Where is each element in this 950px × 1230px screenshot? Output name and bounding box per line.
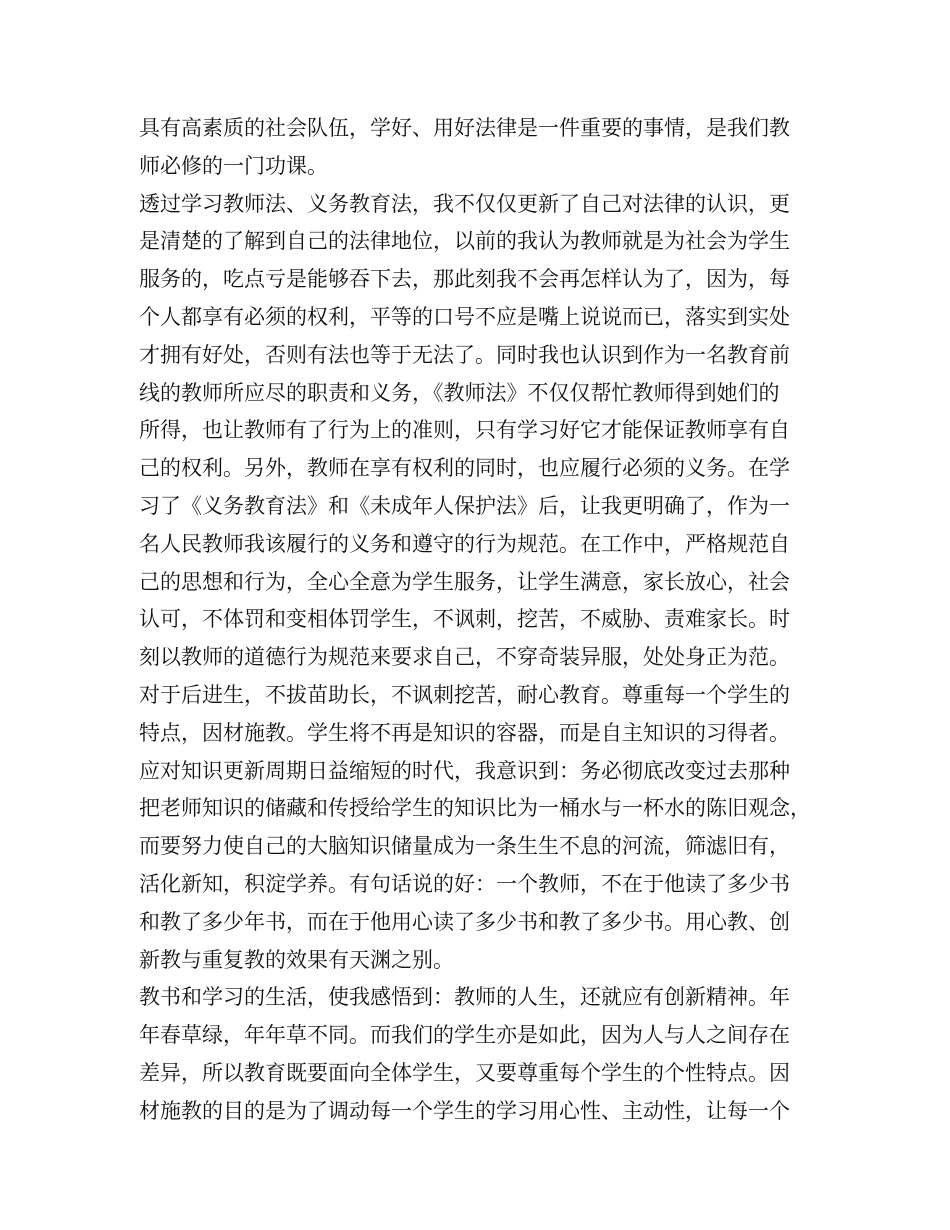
text-line: 己的思想和行为，全心全意为学生服务，让学生满意，家长放心，社会 — [139, 569, 790, 594]
text-line: 教书和学习的生活，使我感悟到：教师的人生，还就应有创新精神。年 — [139, 985, 790, 1010]
text-line: 个人都享有必须的权利，平等的口号不应是嘴上说说而已，落实到实处 — [139, 304, 790, 329]
text-line: 认可，不体罚和变相体罚学生，不讽刺，挖苦，不威胁、责难家长。时 — [139, 607, 790, 632]
text-line: 而要努力使自己的大脑知识储量成为一条生生不息的河流，筛滤旧有， — [139, 834, 790, 859]
text-line: 特点，因材施教。学生将不再是知识的容器，而是自主知识的习得者。 — [139, 720, 790, 745]
text-line: 习了《义务教育法》和《未成年人保护法》后，让我更明确了，作为一 — [139, 493, 790, 518]
text-line: 线的教师所应尽的职责和义务，《教师法》不仅仅帮忙教师得到她们的 — [139, 380, 780, 405]
text-line: 材施教的目的是为了调动每一个学生的学习用心性、主动性，让每一个 — [139, 1098, 790, 1123]
text-line: 和教了多少年书，而在于他用心读了多少书和教了多少书。用心教、创 — [139, 909, 790, 934]
text-line: 名人民教师我该履行的义务和遵守的行为规范。在工作中，严格规范自 — [139, 531, 790, 556]
text-line: 才拥有好处，否则有法也等于无法了。同时我也认识到作为一名教育前 — [139, 342, 790, 367]
text-line: 是清楚的了解到自己的法律地位，以前的我认为教师就是为社会为学生 — [139, 229, 790, 254]
text-line: 透过学习教师法、义务教育法，我不仅仅更新了自己对法律的认识，更 — [139, 191, 790, 216]
text-line: 服务的，吃点亏是能够吞下去，那此刻我不会再怎样认为了，因为，每 — [139, 267, 790, 292]
text-line: 应对知识更新周期日益缩短的时代，我意识到：务必彻底改变过去那种 — [139, 758, 790, 783]
text-line: 差异，所以教育既要面向全体学生，又要尊重每个学生的个性特点。因 — [139, 1060, 790, 1085]
text-line: 具有高素质的社会队伍，学好、用好法律是一件重要的事情，是我们教 — [139, 116, 790, 140]
text-line: 所得，也让教师有了行为上的准则，只有学习好它才能保证教师享有自 — [139, 418, 790, 443]
text-line: 己的权利。另外，教师在享有权利的同时，也应履行必须的义务。在学 — [139, 456, 790, 481]
text-line: 师必修的一门功课。 — [139, 153, 328, 178]
text-line: 把老师知识的储藏和传授给学生的知识比为一桶水与一杯水的陈旧观念， — [139, 796, 811, 821]
text-line: 对于后进生，不拔苗助长，不讽刺挖苦，耐心教育。尊重每一个学生的 — [139, 682, 790, 707]
text-line: 新教与重复教的效果有天渊之别。 — [139, 947, 454, 972]
document-body — [139, 110, 829, 1131]
text-line: 活化新知，积淀学养。有句话说的好：一个教师，不在于他读了多少书 — [139, 871, 790, 896]
text-line: 年春草绿，年年草不同。而我们的学生亦是如此，因为人与人之间存在 — [139, 1023, 790, 1048]
text-line: 刻以教师的道德行为规范来要求自己，不穿奇装异服，处处身正为范。 — [139, 645, 790, 670]
